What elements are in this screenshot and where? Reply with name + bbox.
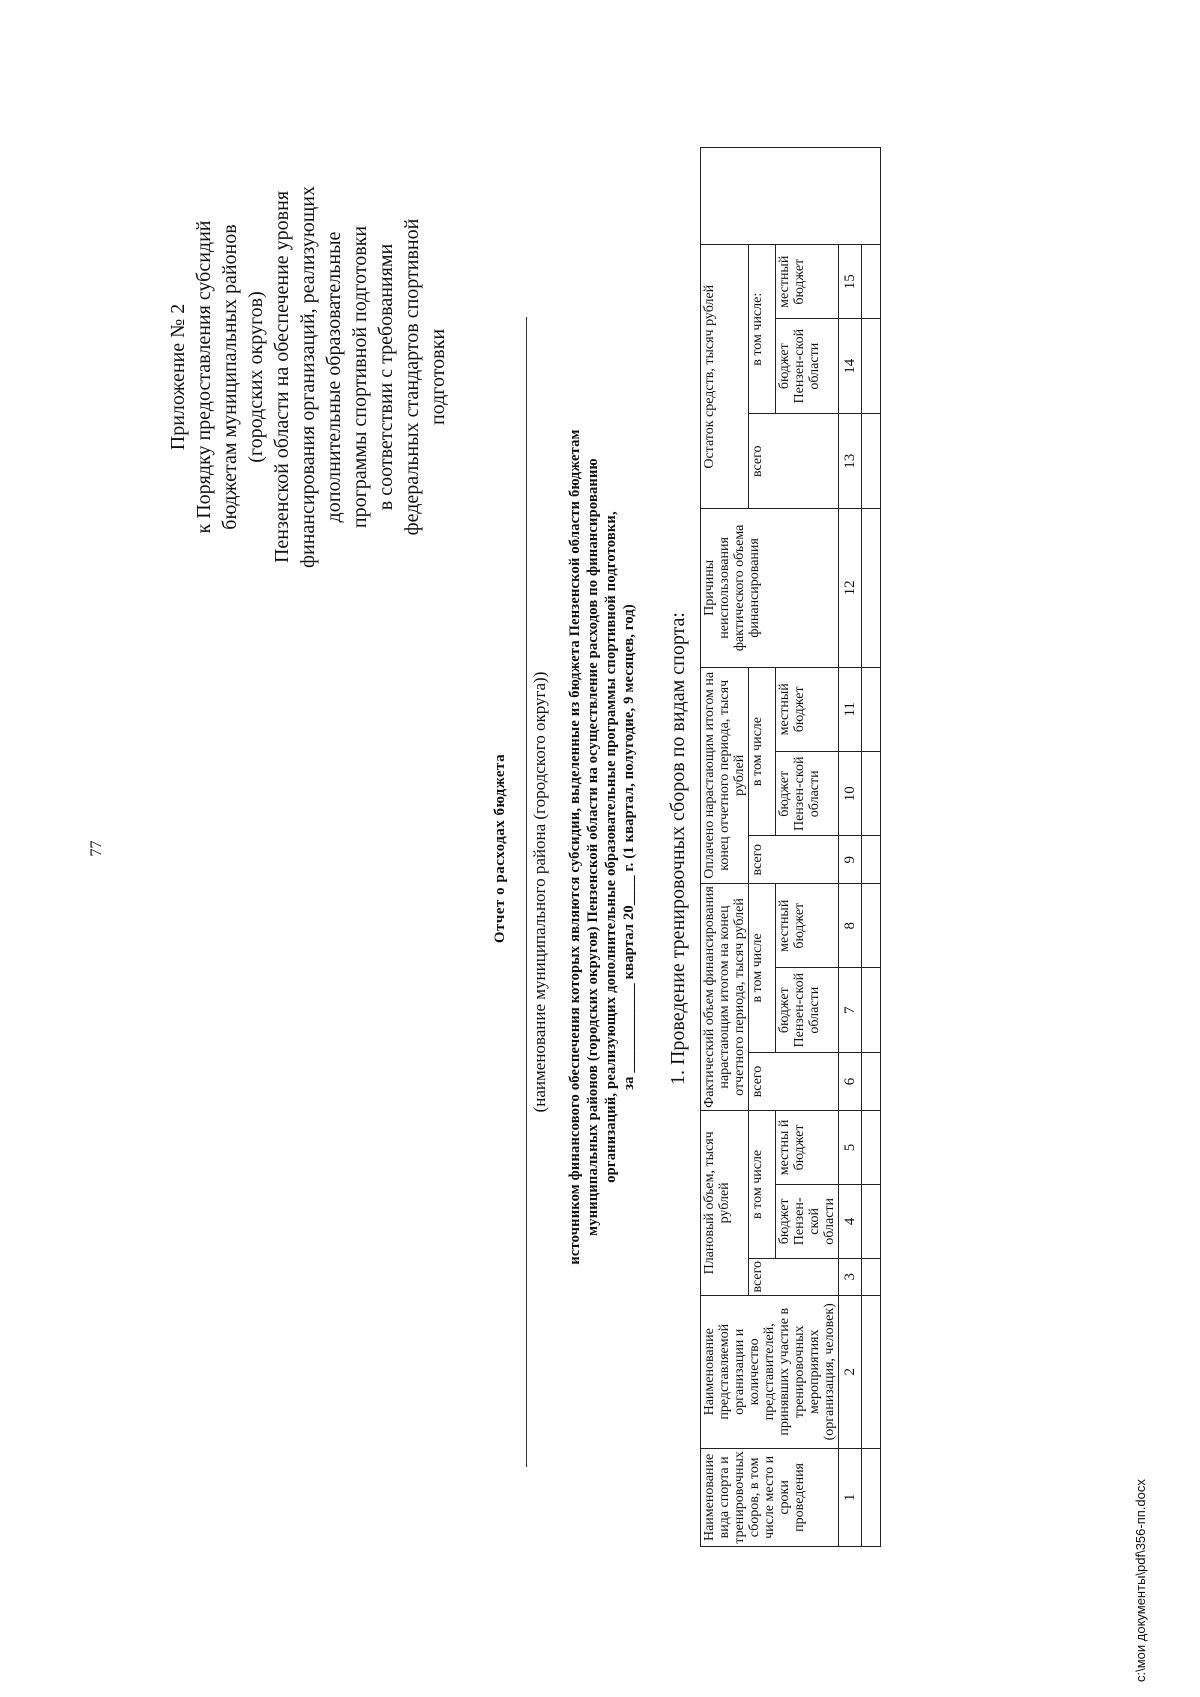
header-reasons: Причины неиспользования фактического объема финансирования: [701, 509, 839, 667]
header-local-budget: местный бюджет: [776, 884, 839, 968]
empty-cell: [862, 1110, 881, 1184]
empty-cell: [862, 1258, 881, 1295]
column-number: 11: [839, 667, 862, 751]
column-number: 12: [839, 509, 862, 667]
margin-cell: [701, 148, 881, 245]
header-local-budget: местны й бюджет: [776, 1110, 839, 1184]
column-number: 5: [839, 1110, 862, 1184]
appendix-line: в соответствии с требованиями: [375, 243, 397, 511]
appendix-line: к Порядку предоставления субсидий: [193, 220, 215, 534]
empty-cell: [862, 1448, 881, 1546]
empty-cell: [862, 1184, 881, 1258]
header-including: в том числе: [749, 667, 776, 836]
column-number: 15: [839, 245, 862, 319]
appendix-line: (городских округов): [245, 291, 267, 463]
empty-cell: [862, 836, 881, 884]
header-including: в том числе: [749, 1110, 776, 1258]
header-regional-budget: бюджет Пензен-ской области: [776, 752, 839, 836]
column-number: 8: [839, 884, 862, 968]
column-number: 14: [839, 319, 862, 414]
appendix-line: подготовки: [427, 328, 449, 426]
appendix-line: программы спортивной подготовки: [349, 225, 371, 529]
header-including: в том числе:: [749, 245, 776, 414]
empty-cell: [862, 667, 881, 751]
empty-cell: [862, 509, 881, 667]
header-local-budget: местный бюджет: [776, 245, 839, 319]
column-number: 2: [839, 1295, 862, 1448]
empty-cell: [862, 414, 881, 509]
header-sport-name: Наименование вида спорта и тренировочных сборов, в том числе место и сроки проведения: [701, 1448, 839, 1546]
empty-cell: [862, 319, 881, 414]
header-balance: Остаток средств, тысяч рублей: [701, 245, 749, 509]
appendix-line: Пензенской области на обеспечение уровня: [271, 190, 293, 564]
description-line: источником финансового обеспечения которых являются субсидии, выделенные из бюджета Пензенской области бюджетам: [567, 429, 583, 1265]
header-total: всего: [749, 414, 839, 509]
header-regional-budget: бюджет Пензен-ской области: [776, 319, 839, 414]
header-planned-volume: Плановый объем, тысяч рублей: [701, 1110, 749, 1295]
empty-cell: [862, 1052, 881, 1110]
section-title: 1. Проведение тренировочных сборов по видам спорта:: [667, 612, 689, 1086]
column-number: 6: [839, 1052, 862, 1110]
file-path-footer: c:\мои документы\pdf\356-пп.docx: [1133, 1479, 1148, 1682]
page-number: 77: [88, 840, 105, 857]
report-table: [700, 147, 881, 1547]
appendix-line: финансирования организаций, реализующих: [297, 186, 319, 568]
header-total: всего: [749, 836, 839, 884]
municipality-name-caption: (наименование муниципального района (городского округа)): [526, 317, 550, 1467]
column-number: 7: [839, 968, 862, 1052]
header-organization: Наименование представляемой организации и количество представителей, принявших участие в тренировочных мероприятиях (организация, человек): [701, 1295, 839, 1448]
header-regional-budget: бюджет Пензен-ской области: [776, 1184, 839, 1258]
header-local-budget: местный бюджет: [776, 667, 839, 751]
header-regional-budget: бюджет Пензен-ской области: [776, 968, 839, 1052]
column-number: 3: [839, 1258, 862, 1295]
empty-cell: [862, 752, 881, 836]
report-description: [566, 147, 638, 1547]
description-line: за ____________ квартал 20____ г. (1 квартал, полугодие, 9 месяцев, год): [621, 604, 637, 1090]
appendix-header: [165, 97, 451, 657]
column-number: 13: [839, 414, 862, 509]
empty-cell: [862, 245, 881, 319]
report-title: Отчет о расходах бюджета: [492, 753, 508, 944]
empty-cell: [862, 968, 881, 1052]
appendix-line: федеральных стандартов спортивной: [401, 218, 423, 536]
appendix-line: бюджетам муниципальных районов: [219, 224, 241, 530]
column-number: 9: [839, 836, 862, 884]
empty-cell: [862, 884, 881, 968]
header-total: всего: [749, 1258, 839, 1295]
column-number: 1: [839, 1448, 862, 1546]
header-paid: Оплачено нарастающим итогом на конец отчетного периода, тысяч рублей: [701, 667, 749, 883]
appendix-line: дополнительные образовательные: [323, 231, 345, 523]
column-number: 4: [839, 1184, 862, 1258]
header-actual-volume: Фактический объем финансирования нарастающим итогом на конец отчетного периода, тысяч рублей: [701, 884, 749, 1111]
description-line: муниципальных районов (городских округов) Пензенской области на осуществление расходов по финансированию: [585, 458, 601, 1236]
empty-cell: [862, 1295, 881, 1448]
header-total: всего: [749, 1052, 839, 1110]
column-number: 10: [839, 752, 862, 836]
appendix-line: Приложение № 2: [167, 303, 189, 451]
header-including: в том числе: [749, 884, 776, 1053]
description-line: организаций, реализующих дополнительные образовательные программы спортивной подготовки,: [603, 511, 619, 1183]
